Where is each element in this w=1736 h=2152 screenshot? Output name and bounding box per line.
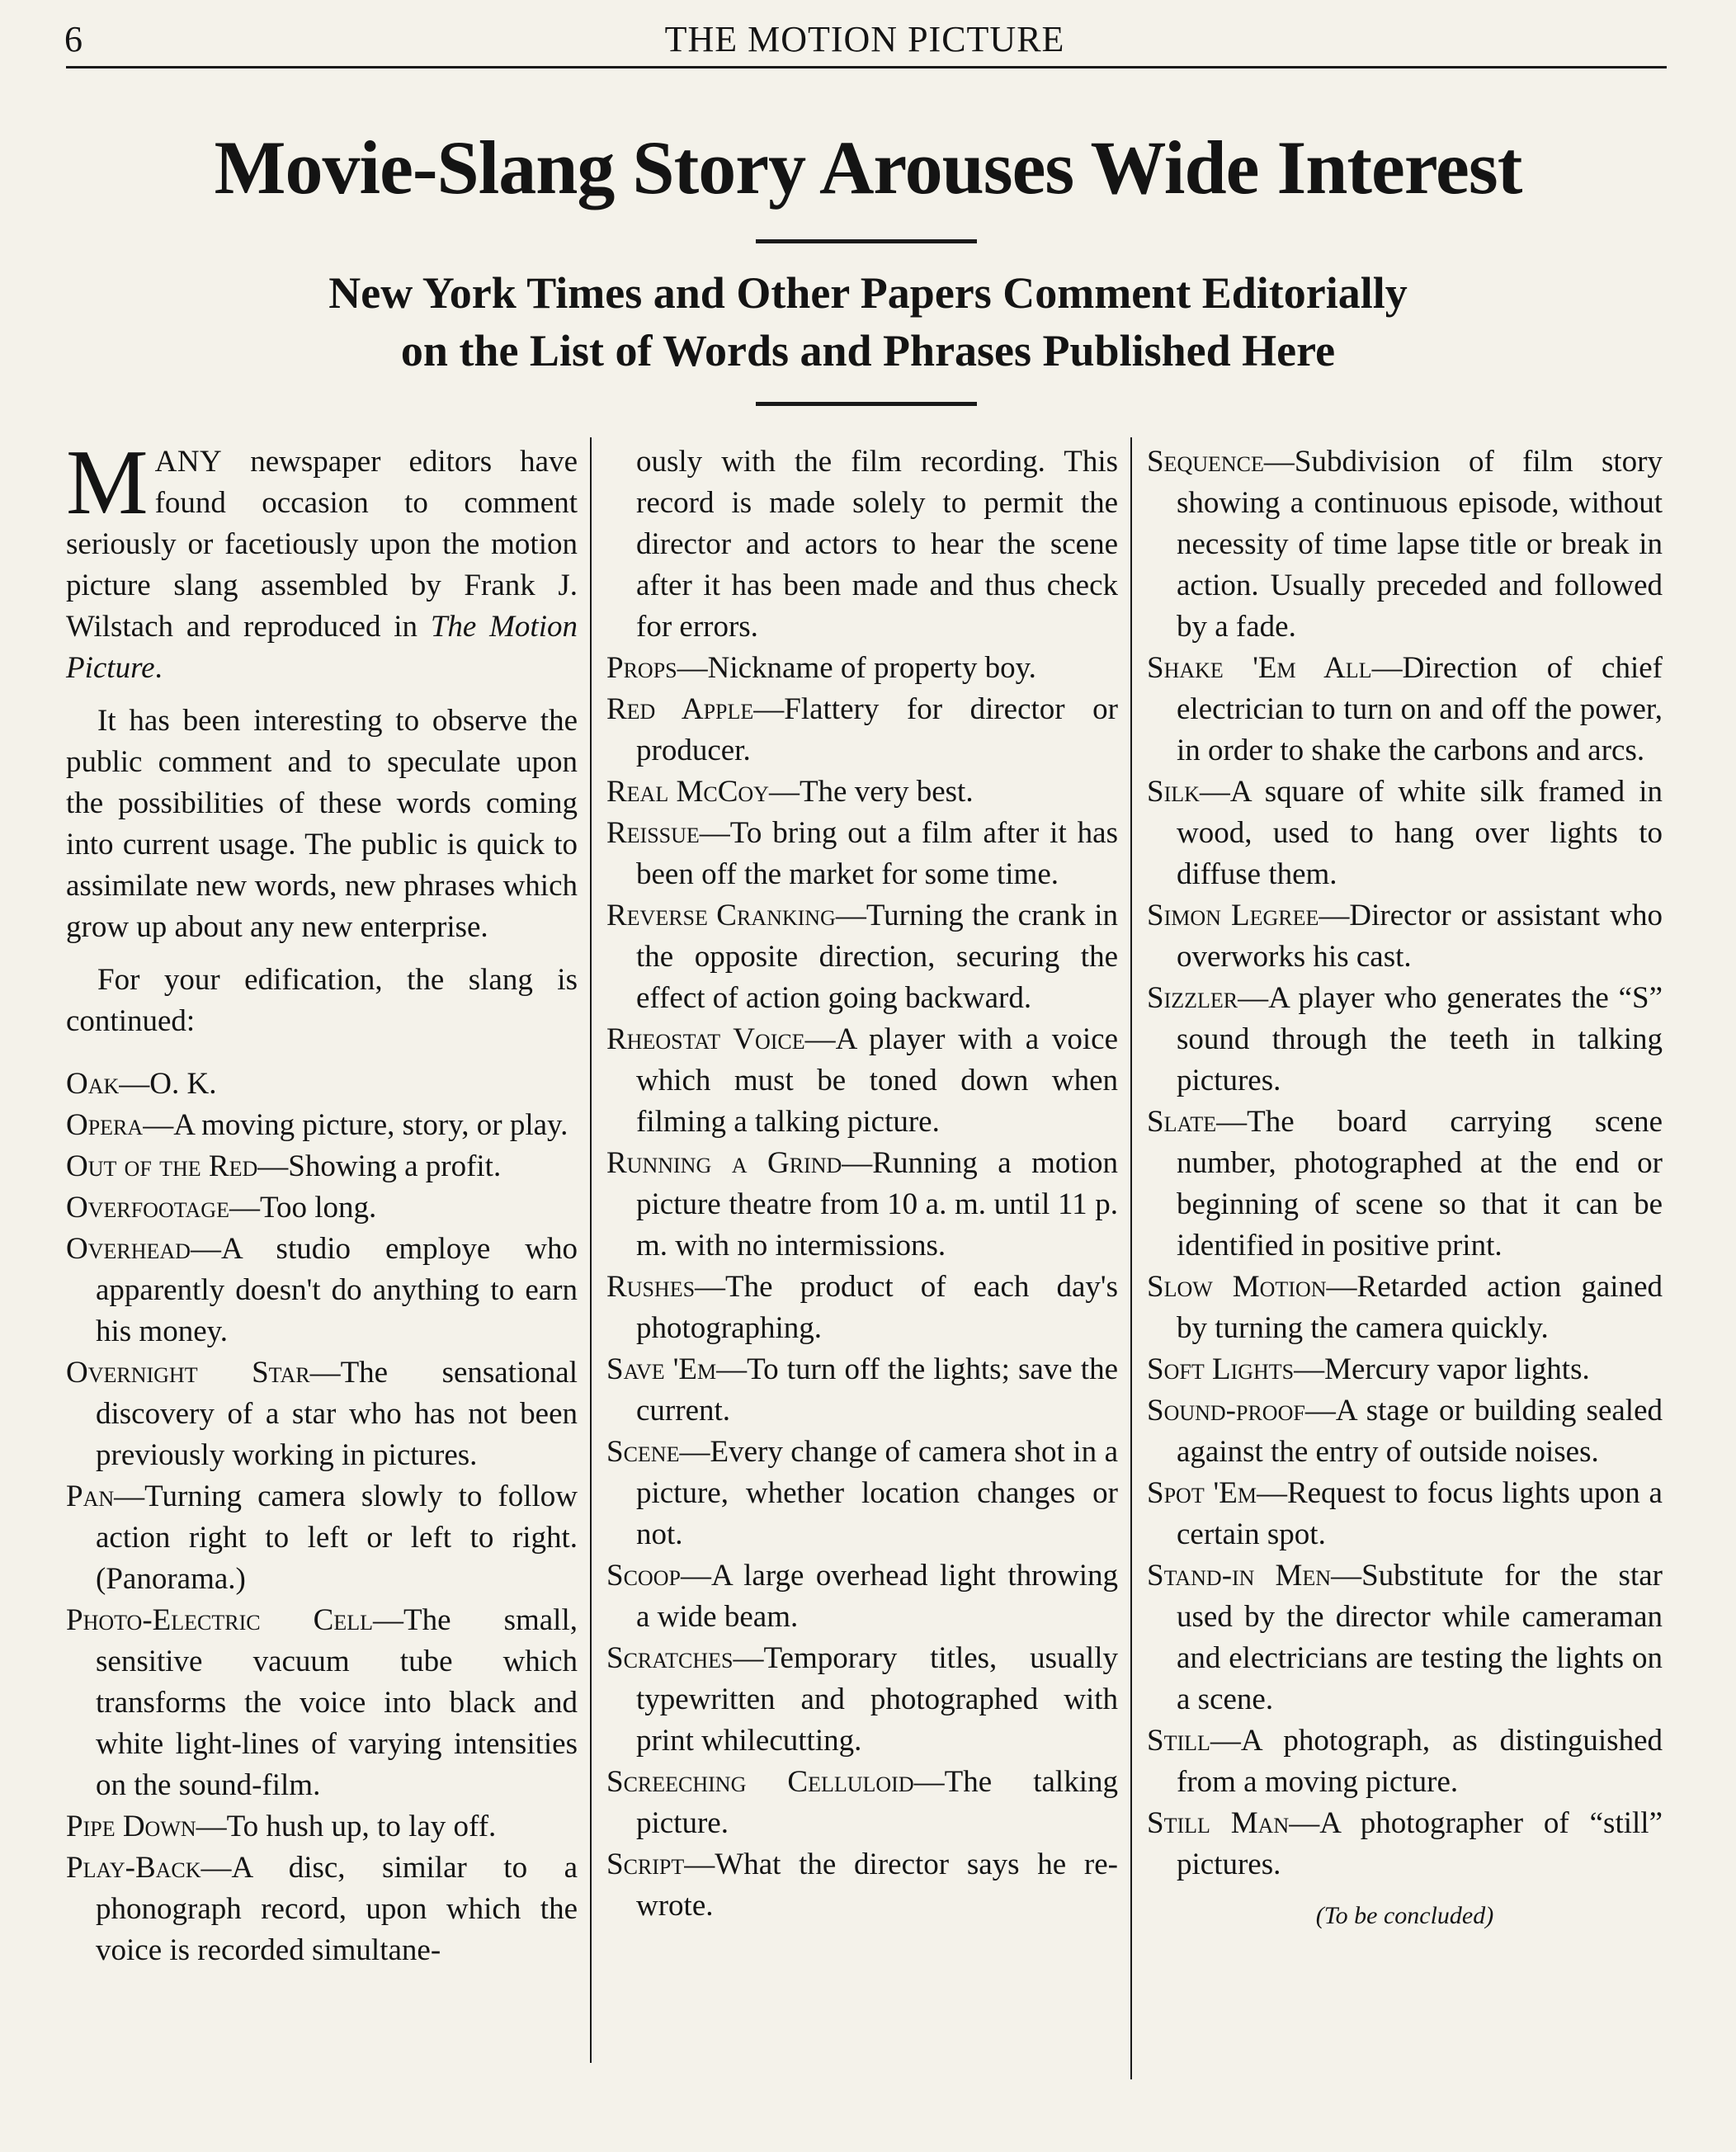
em-dash: — [695,1270,726,1304]
em-dash: — [196,1810,227,1843]
glossary-definition: The sensational discovery of a star who has not been previously working in pictures. [96,1356,578,1472]
glossary-list-1 [66,1064,578,1971]
glossary-term: Save 'Em [606,1352,717,1386]
column-divider-1 [590,437,592,2063]
glossary-term: Real McCoy [606,775,769,809]
glossary-term: Pan [66,1480,115,1513]
glossary-term: Still Man [1147,1806,1290,1840]
em-dash: — [372,1603,403,1637]
glossary-definition: The product of each day's photographing. [636,1270,1118,1345]
glossary-term: Out of the Red [66,1149,258,1183]
glossary-term: Stand-in Men [1147,1559,1332,1593]
headline-divider [756,239,977,243]
em-dash: — [1210,1724,1241,1758]
glossary-definition: A large overhead light throwing a wide beam. [636,1559,1118,1634]
glossary-definition: Retarded action gained by turning the camera quickly. [1177,1270,1663,1345]
intro-paragraph-3: For your edification, the slang is continued: [66,963,578,1038]
glossary-definition: A moving picture, story, or play. [173,1108,568,1142]
em-dash: — [1326,1270,1357,1304]
glossary-definition: A studio employe who apparently doesn't do anything to earn his money. [96,1232,578,1348]
glossary-definition: Every change of camera shot in a picture, whether location changes or not. [636,1435,1118,1551]
em-dash: — [229,1191,260,1225]
em-dash: — [114,1480,145,1513]
intro-text: newspaper editors have found occasion to comment seriously or facetiously upon the motion picture slang assembled by Frank J. Wilstach and reproduced in [66,445,578,644]
glossary-definition: A player who generates the “S” sound through the teeth in talking pictures. [1177,981,1663,1097]
em-dash: — [1294,1352,1325,1386]
em-dash: — [842,1146,873,1180]
glossary-entry [606,1349,1118,1432]
glossary-term: Soft Lights [1147,1352,1295,1386]
em-dash: — [1331,1559,1362,1593]
glossary-entry [1147,1349,1663,1390]
glossary-term: Shake 'Em All [1147,651,1372,685]
em-dash: — [143,1108,174,1142]
em-dash: — [677,651,708,685]
glossary-term: Props [606,651,677,685]
intro-end: . [154,651,163,685]
column-1 [66,432,578,1971]
em-dash: — [200,1851,232,1885]
glossary-definition: Substitute for the star used by the director while cameraman and electricians are testing the lights on a scene. [1177,1559,1663,1716]
glossary-entry [1147,1267,1663,1349]
column-2 [606,441,1118,1927]
glossary-term: Overhead [66,1232,191,1266]
glossary-entry [66,1848,578,1971]
glossary-definition: Turning the crank in the opposite direction, securing the effect of action going backward. [636,899,1118,1015]
glossary-definition: What the director says he re-wrote. [636,1848,1118,1923]
glossary-definition: Running a motion picture theatre from 10 a. m. until 11 p. m. with no intermissions. [636,1146,1118,1262]
glossary-term: Rushes [606,1270,696,1304]
glossary-entry [606,689,1118,772]
header-rule [66,66,1667,68]
glossary-definition: Temporary titles, usually typewritten and photographed with print whilecutting. [636,1641,1118,1758]
em-dash: — [699,816,730,850]
glossary-entry [66,1476,578,1600]
intro-paragraph-2: It has been interesting to observe the public comment and to speculate upon the possibilities of these words coming into current usage. The public is quick to assimilate new words, new phrases which grow up about any new enterprise. [66,704,578,944]
column-divider-2 [1130,437,1132,2079]
glossary-entry [1147,648,1663,772]
em-dash: — [753,692,785,726]
glossary-term: Running a Grind [606,1146,842,1180]
em-dash: — [1199,775,1230,809]
page-number: 6 [64,19,83,59]
glossary-definition: The talking picture. [636,1765,1118,1840]
glossary-term: Slow Motion [1147,1270,1327,1304]
glossary-definition: Mercury vapor lights. [1324,1352,1590,1386]
intro-lead: ANY [154,445,223,479]
glossary-definition: A photograph, as distinguished from a moving picture. [1177,1724,1663,1799]
publication-name: The Motion Picture [66,610,578,685]
glossary-definition: Subdivision of film story showing a continuous episode, without necessity of time lapse title or break in action. Usually preceded and followed by a fade. [1177,445,1663,644]
glossary-entry [1147,1803,1663,1885]
glossary-definition: Flattery for director or producer. [636,692,1118,767]
glossary-entry [66,1146,578,1187]
glossary-definition: Too long. [259,1191,377,1225]
glossary-term: Script [606,1848,685,1881]
glossary-definition: Direction of chief electrician to turn on and off the power, in order to shake the carbons and arcs. [1177,651,1663,767]
glossary-term: Sizzler [1147,981,1238,1015]
glossary-entry [1147,1473,1663,1555]
journal-title: THE MOTION PICTURE [664,19,1065,59]
glossary-term: Overnight Star [66,1356,310,1390]
glossary-entry [606,1143,1118,1267]
column-3 [1147,441,1663,1937]
glossary-definition: To turn off the lights; save the current. [636,1352,1119,1428]
glossary-entry [606,1762,1118,1844]
glossary-definition: A stage or building sealed against the entry of outside noises. [1177,1394,1663,1469]
glossary-definition: A photographer of “still” pictures. [1177,1806,1663,1881]
em-dash: — [804,1022,836,1056]
glossary-entry [66,1600,578,1806]
em-dash: — [679,1435,710,1469]
glossary-term: Screeching Celluloid [606,1765,914,1799]
glossary-term: Reverse Cranking [606,899,836,932]
glossary-term: Overfootage [66,1191,229,1225]
glossary-entry [606,895,1118,1019]
glossary-entry [606,1019,1118,1143]
glossary-definition: Nickname of property boy. [707,651,1036,685]
em-dash: — [1289,1806,1320,1840]
glossary-term: Sequence [1147,445,1264,479]
glossary-definition: Request to focus lights upon a certain spot. [1177,1476,1663,1551]
glossary-term: Slate [1147,1105,1217,1139]
glossary-term: Still [1147,1724,1210,1758]
glossary-entry [606,1555,1118,1638]
glossary-definition: Director or assistant who overworks his cast. [1177,899,1663,974]
em-dash: — [716,1352,748,1386]
glossary-term: Opera [66,1108,144,1142]
em-dash: — [1216,1105,1248,1139]
drop-cap: M [66,432,149,534]
glossary-term: Oak [66,1067,120,1101]
glossary-entry [66,1187,578,1229]
em-dash: — [309,1356,341,1390]
glossary-entry [66,1105,578,1146]
glossary-definition: To bring out a film after it has been off the market for some time. [636,816,1118,891]
glossary-definition: The very best. [799,775,974,809]
headline: Movie-Slang Story Arouses Wide Interest [214,125,1522,210]
subheadline-line-2: on the List of Words and Phrases Published Here [400,326,1336,375]
glossary-entry [606,1267,1118,1349]
continuation-note: (To be concluded) [1315,1902,1494,1929]
em-dash: — [913,1765,945,1799]
glossary-definition: The small, sensitive vacuum tube which transforms the voice into black and white light-lines of varying intensities on the sound-film. [96,1603,578,1802]
glossary-entry [606,1432,1118,1555]
glossary-entry [606,1638,1118,1762]
glossary-entry [66,1229,578,1352]
em-dash: — [1371,651,1403,685]
glossary-definition: Turning camera slowly to follow action right to left or left to right. (Panorama.) [96,1480,578,1596]
glossary-entry [1147,1555,1663,1720]
em-dash: — [257,1149,289,1183]
glossary-term: Photo-Electric Cell [66,1603,373,1637]
subheadline-divider [756,402,977,406]
glossary-term: Spot 'Em [1147,1476,1257,1510]
glossary-term: Simon Legree [1147,899,1319,932]
glossary-entry [66,1352,578,1476]
entry-continuation: ously with the film recording. This record is made solely to permit the director and actors to hear the scene after it has been made and thus check for errors. [636,445,1118,644]
glossary-entry [606,1844,1118,1927]
glossary-entry [1147,1720,1663,1803]
glossary-term: Rheostat Voice [606,1022,805,1056]
em-dash: — [835,899,866,932]
glossary-entry [1147,1390,1663,1473]
glossary-definition: O. K. [149,1067,217,1101]
em-dash: — [684,1848,715,1881]
glossary-definition: A disc, similar to a phonograph record, upon which the voice is recorded simultane- [96,1851,578,1967]
subheadline-line-1: New York Times and Other Papers Comment Editorially [328,268,1408,318]
glossary-term: Scratches [606,1641,734,1675]
glossary-entry [1147,1102,1663,1267]
glossary-definition: A player with a voice which must be toned down when filming a talking picture. [636,1022,1119,1139]
glossary-list-3 [1147,441,1663,1885]
glossary-entry [66,1064,578,1105]
glossary-definition: To hush up, to lay off. [226,1810,497,1843]
em-dash: — [190,1232,221,1266]
glossary-entry [1147,772,1663,895]
em-dash: — [1304,1394,1336,1428]
glossary-term: Sound-proof [1147,1394,1305,1428]
running-head [64,15,1665,63]
glossary-entry [1147,895,1663,978]
em-dash: — [119,1067,150,1101]
glossary-term: Reissue [606,816,700,850]
glossary-definition: Showing a profit. [288,1149,502,1183]
em-dash: — [768,775,800,809]
glossary-entry [606,648,1118,689]
glossary-term: Scoop [606,1559,681,1593]
glossary-entry [1147,978,1663,1102]
glossary-definition: The board carrying scene number, photographed at the end or beginning of scene so that it can be identified in positive print. [1177,1105,1663,1262]
glossary-list-2 [606,648,1118,1927]
em-dash: — [680,1559,711,1593]
glossary-term: Scene [606,1435,680,1469]
glossary-definition: A square of white silk framed in wood, used to hang over lights to diffuse them. [1177,775,1663,891]
intro-paragraph-1 [66,432,578,689]
glossary-term: Silk [1147,775,1200,809]
glossary-term: Pipe Down [66,1810,196,1843]
em-dash: — [1263,445,1295,479]
glossary-term: Red Apple [606,692,754,726]
em-dash: — [1256,1476,1287,1510]
glossary-entry [606,813,1118,895]
glossary-entry [66,1806,578,1848]
em-dash: — [1319,899,1350,932]
em-dash: — [1238,981,1269,1015]
glossary-term: Play-Back [66,1851,201,1885]
subheadline [0,264,1736,380]
em-dash: — [733,1641,764,1675]
glossary-entry [606,772,1118,813]
glossary-entry [1147,441,1663,648]
